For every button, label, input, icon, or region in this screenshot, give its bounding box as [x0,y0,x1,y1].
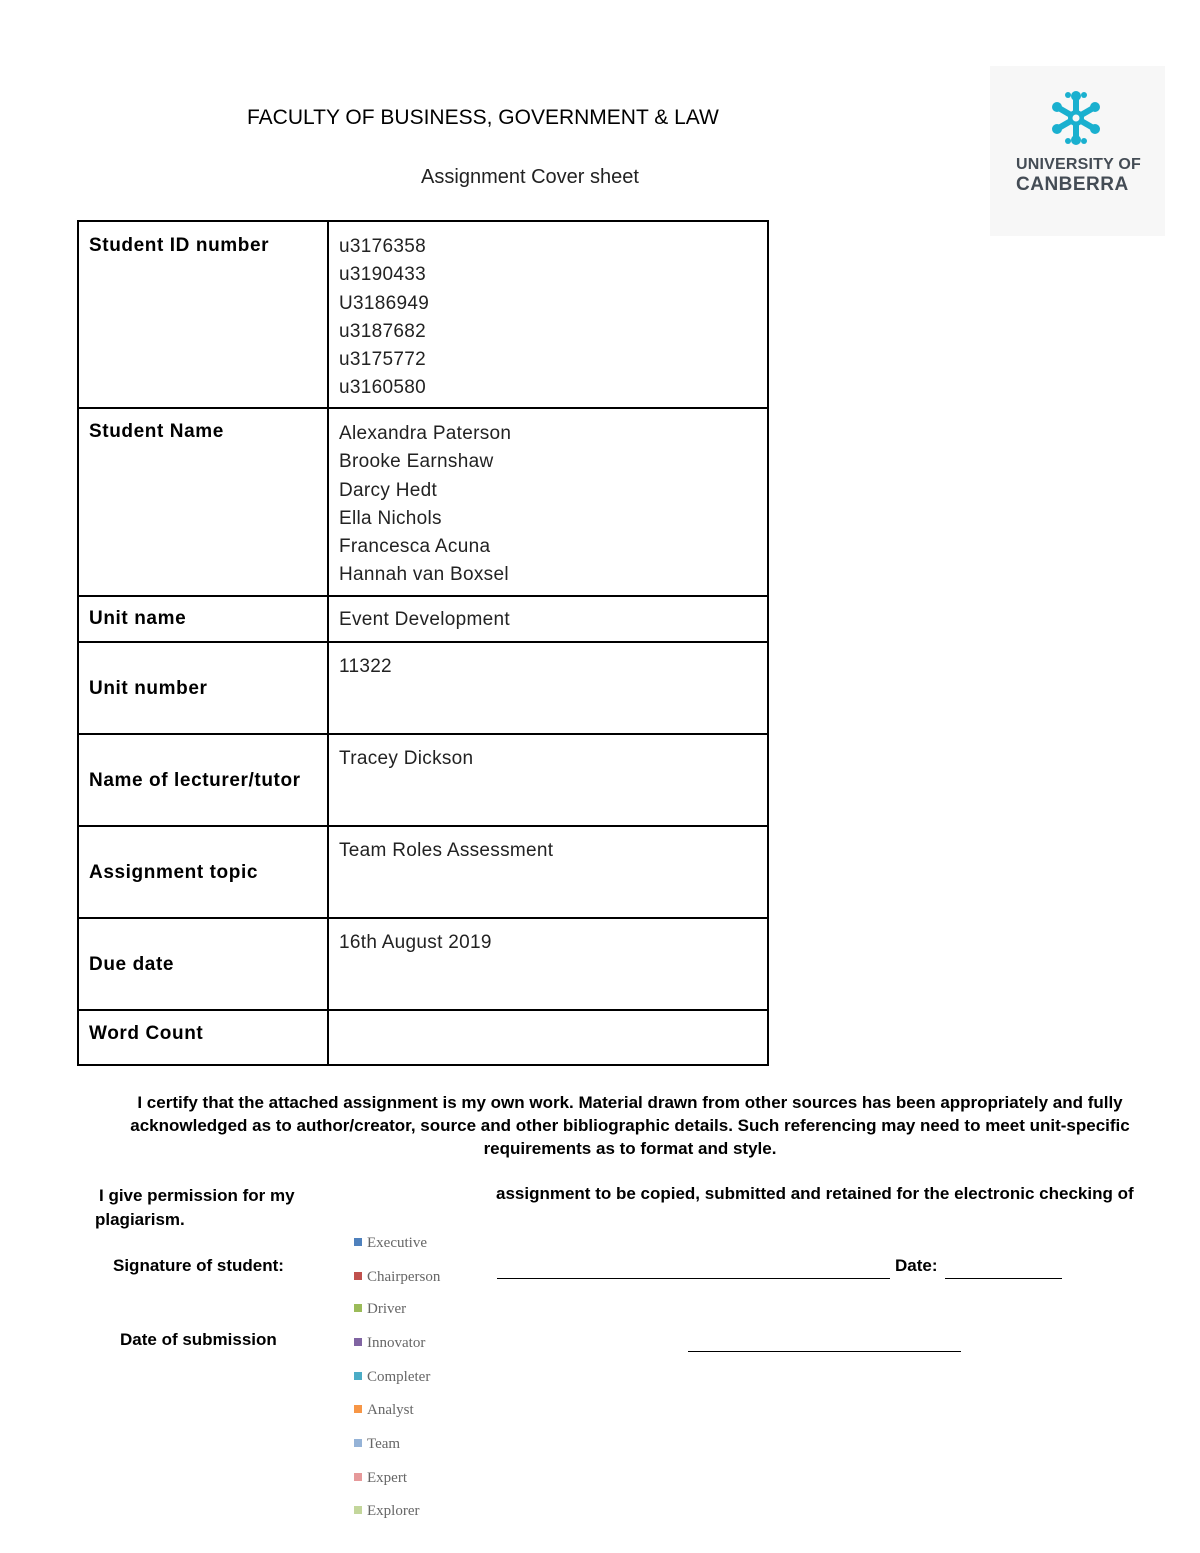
date-line [945,1278,1062,1279]
university-emblem-icon [1048,90,1104,146]
value-cell [328,918,768,1010]
legend-item-analyst [354,1402,414,1419]
certification-statement: I certify that the attached assignment is my own work. Material drawn from other sources has been appropriately and fully acknowledged as to author/creator, source and other bibliographic details. Such referencing may need to meet unit-specific requirements as to format and style. [130,1093,1130,1158]
date-of-submission-label: Date of submission [120,1330,277,1349]
topic-label: Assignment topic [89,862,259,883]
table-row-topic [78,826,768,918]
legend-label: Completer [367,1369,431,1385]
student-name-value: Hannah van Boxsel [339,564,509,586]
student-name-label: Student Name [89,421,224,442]
legend-label: Expert [367,1470,407,1486]
word-count-value [329,1011,767,1022]
legend-label: Analyst [367,1402,414,1418]
legend-item-explorer [354,1503,419,1520]
student-name-values [329,409,767,590]
lecturer-label: Name of lecturer/tutor [89,770,301,791]
signature-line [497,1278,890,1279]
word-count-label: Word Count [89,1023,204,1044]
legend-label: Driver [367,1301,407,1317]
legend-swatch [354,1238,362,1246]
legend-item-driver [354,1301,406,1318]
student-id-values [329,222,767,403]
legend-swatch [354,1405,362,1413]
unit-number-value: 11322 [339,656,392,677]
legend-item-chairperson [354,1269,440,1286]
student-name-value: Francesca Acuna [339,536,491,558]
due-date-label: Due date [89,954,175,975]
legend-swatch [354,1304,362,1312]
legend-swatch [354,1506,362,1514]
date-of-submission-line [688,1351,961,1352]
label-cell [78,918,328,1010]
student-id-value: u3187682 [339,320,426,342]
value-cell [328,734,768,826]
legend-label: Chairperson [367,1269,441,1285]
legend-label: Team [367,1436,401,1452]
legend-swatch [354,1439,362,1447]
permission-statement-right: assignment to be copied, submitted and retained for the electronic checking of [496,1184,1134,1203]
date-label: Date: [895,1256,938,1275]
university-logo [990,66,1165,236]
permission-statement-left: I give permission for my plagiarism. [95,1186,295,1229]
label-cell [78,1010,328,1065]
value-cell [328,596,768,642]
table-row-student-name [78,408,768,596]
table-row-unit-number [78,642,768,734]
student-id-value: u3190433 [339,264,426,286]
table-row-due-date [78,918,768,1010]
label-cell [78,826,328,918]
legend-item-executive [354,1235,427,1252]
table-row-unit-name [78,596,768,642]
faculty-title: FACULTY OF BUSINESS, GOVERNMENT & LAW [247,106,719,129]
due-date-value: 16th August 2019 [339,932,492,953]
student-name-value: Ella Nichols [339,507,442,529]
value-cell [328,642,768,734]
unit-name-value: Event Development [339,609,510,630]
table-row-student-id [78,221,768,408]
legend-swatch [354,1473,362,1481]
legend-item-expert [354,1470,407,1487]
student-id-value: u3175772 [339,349,426,371]
unit-number-label: Unit number [89,678,208,699]
table-row-lecturer [78,734,768,826]
signature-label: Signature of student: [113,1256,284,1275]
value-cell [328,1010,768,1065]
label-cell [78,642,328,734]
label-cell [78,734,328,826]
label-cell [78,221,328,408]
student-id-value: U3186949 [339,292,430,314]
legend-item-innovator [354,1335,425,1352]
legend-label: Innovator [367,1335,426,1351]
legend-label: Explorer [367,1503,420,1519]
legend-swatch [354,1272,362,1280]
label-cell [78,408,328,596]
logo-text-canberra: CANBERRA [1016,174,1129,195]
student-id-value: u3160580 [339,377,426,399]
legend-label: Executive [367,1235,427,1251]
student-name-value: Darcy Hedt [339,479,438,501]
legend-item-team [354,1436,400,1453]
topic-value: Team Roles Assessment [339,840,554,861]
table-row-word-count [78,1010,768,1065]
student-name-value: Alexandra Paterson [339,423,512,444]
value-cell [328,826,768,918]
legend-item-completer [354,1369,430,1386]
student-name-value: Brooke Earnshaw [339,451,494,473]
unit-name-label: Unit name [89,608,187,629]
student-id-value: u3176358 [339,236,426,257]
legend-swatch [354,1372,362,1380]
legend-swatch [354,1338,362,1346]
cover-subtitle: Assignment Cover sheet [421,166,639,188]
student-id-label: Student ID number [89,235,270,256]
lecturer-value: Tracey Dickson [339,748,474,769]
label-cell [78,596,328,642]
value-cell [328,221,768,408]
logo-text-university-of: UNIVERSITY OF [1016,156,1141,173]
value-cell [328,408,768,596]
cover-sheet-table [77,220,769,1066]
